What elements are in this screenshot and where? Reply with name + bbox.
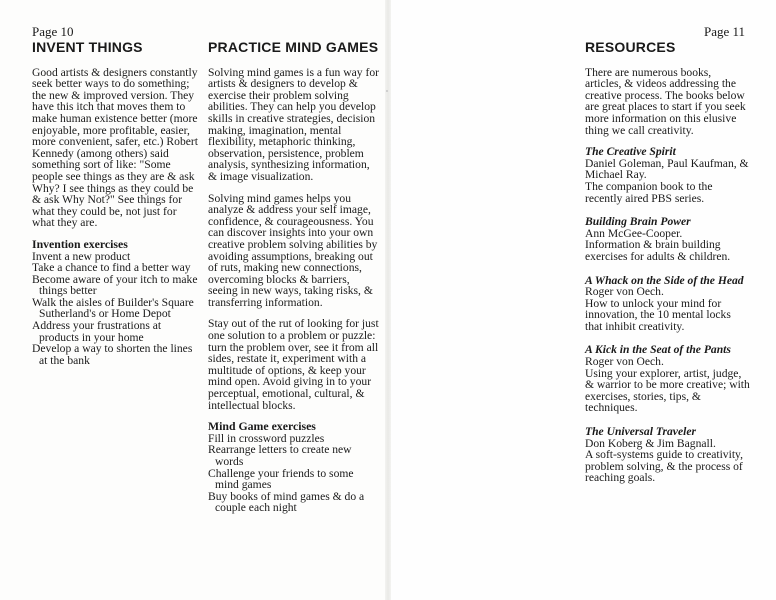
book-description: Information & brain building exercises for adults & children.	[585, 238, 731, 263]
list-item: Challenge your friends to some mind games	[208, 466, 354, 492]
page-number-right: Page 11	[704, 24, 746, 39]
invent-things-heading: INVENT THINGS	[32, 39, 143, 55]
list-item: Become aware of your itch to make things better	[32, 272, 198, 298]
resources-section	[585, 39, 750, 496]
page-number-left: Page 10	[32, 24, 74, 39]
book-author: Don Koberg & Jim Bagnall.	[585, 436, 716, 450]
fold-mark	[386, 90, 388, 92]
list-item: Fill in crossword puzzles	[208, 431, 325, 445]
mind-games-paragraph: Solving mind games helps you analyze & address your self image, confidence, & courageousness. You can discover insights into your own creative problem solving abilities by avoiding assumptions, breaking out of ruts, making new connections, overcoming blocks & barriers, seeing in new ways, taking risks, & transferring information.	[208, 191, 378, 309]
book-description: A soft-systems guide to creativity, problem solving, & the process of reaching goals.	[585, 448, 743, 485]
list-item: Rearrange letters to create new words	[208, 443, 352, 468]
mind-games-section	[208, 39, 380, 515]
book-author: Daniel Goleman, Paul Kaufman, & Michael Ray.	[585, 156, 749, 182]
invent-intro-paragraph: Good artists & designers constantly seek better ways to do something; the new & improved version. They have this itch that moves them to make human existence better (more enjoyable, more profitable, easier, more convenient, safer, etc.) Robert Kennedy (among others) said something sort of like: "Some people see things as they are & ask Why? I see things as they could be & ask Why Not?" See things for what they could be, not just for what they are.	[32, 65, 198, 230]
invention-exercises-heading: Invention exercises	[32, 236, 128, 251]
book-entry	[585, 275, 750, 333]
invent-things-section	[32, 39, 200, 367]
book-title: A Whack on the Side of the Head	[585, 273, 744, 287]
book-description: The companion book to the recently aired PBS series.	[585, 179, 713, 205]
list-item: Take a chance to find a better way	[32, 261, 191, 275]
list-item: Buy books of mind games & do a couple each night	[208, 489, 365, 515]
mind-game-exercises-list	[208, 433, 380, 514]
book-description: Using your explorer, artist, judge, & warrior to be more creative; with exercises, stories, tips, & techniques.	[585, 366, 750, 415]
book-title: The Universal Traveler	[585, 425, 696, 439]
mind-games-heading: PRACTICE MIND GAMES	[208, 39, 379, 55]
book-title: A Kick in the Seat of the Pants	[585, 343, 731, 357]
resources-heading: RESOURCES	[585, 39, 676, 55]
book-title: Building Brain Power	[585, 215, 691, 229]
book-title: The Creative Spirit	[585, 145, 676, 159]
book-author: Roger von Oech.	[585, 355, 664, 369]
book-entry	[585, 344, 750, 414]
mind-games-paragraph: Stay out of the rut of looking for just one solution to a problem or puzzle: turn the problem over, see it from all sides, restate it, experiment with a multitude of options, & keep your mind open. Avoid giving in to your perceptual, emotional, cultural, & intellectual blocks.	[208, 317, 379, 412]
book-entry	[585, 216, 750, 262]
mind-game-exercises-heading: Mind Game exercises	[208, 419, 316, 434]
book-author: Roger von Oech.	[585, 285, 664, 299]
list-item: Walk the aisles of Builder's Square Sutherland's or Home Depot	[32, 295, 194, 321]
resources-intro-paragraph: There are numerous books, articles, & videos addressing the creative process. The books below are great places to start if you seek more information on this elusive thing we call creativity.	[585, 65, 746, 137]
mind-games-paragraph: Solving mind games is a fun way for artists & designers to develop & exercise their problem solving abilities. They can help you develop skills in creative strategies, decision making, imagination, mental flexibility, metaphoric thinking, observation, persistence, problem analysis, synthesizing information, & image visualization.	[208, 65, 379, 183]
list-item: Develop a way to shorten the lines at the bank	[32, 342, 193, 367]
list-item: Invent a new product	[32, 249, 131, 263]
book-entry	[585, 146, 750, 204]
invention-exercises-list	[32, 251, 200, 367]
book-author: Ann McGee-Cooper.	[585, 226, 683, 240]
list-item: Address your frustrations at products in your home	[32, 319, 162, 344]
book-entry	[585, 426, 750, 484]
book-description: How to unlock your mind for innovation, the 10 mental locks that inhibit creativity.	[585, 296, 731, 333]
